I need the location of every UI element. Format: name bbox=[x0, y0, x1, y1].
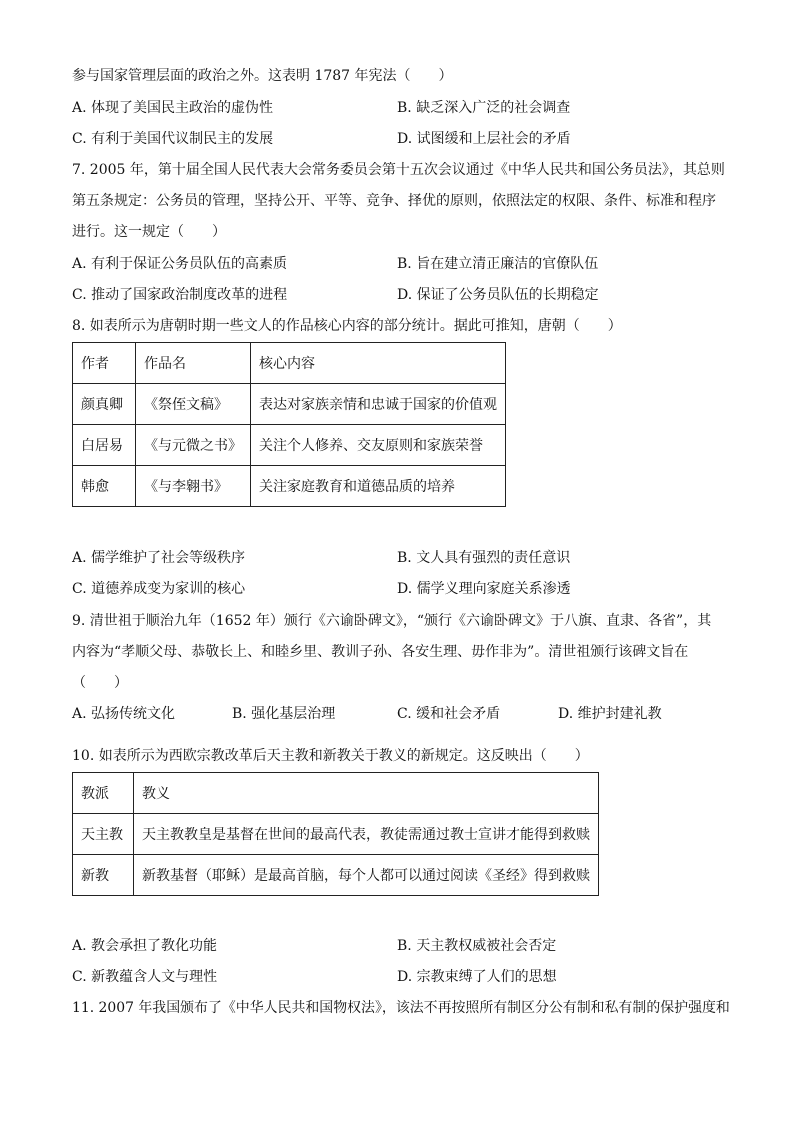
table-cell: 《祭侄文稿》 bbox=[136, 384, 251, 425]
table-row bbox=[73, 384, 506, 425]
table-cell: 《与李翱书》 bbox=[136, 466, 251, 507]
q9-option-c: C. 缓和社会矛盾 bbox=[397, 706, 501, 722]
q6-option-c: C. 有利于美国代议制民主的发展 bbox=[72, 131, 274, 147]
q9-option-b: B. 强化基层治理 bbox=[232, 706, 336, 722]
q11-stem-line-1: 11. 2007 年我国颁布了《中华人民共和国物权法》，该法不再按照所有制区分公有制和私有制的保护强度和 bbox=[72, 1000, 730, 1016]
q7-option-c: C. 推动了国家政治制度改革的进程 bbox=[72, 287, 288, 303]
table-header-row bbox=[73, 343, 506, 384]
table-cell: 关注个人修养、交友原则和家族荣誉 bbox=[251, 425, 506, 466]
q8-option-c: C. 道德养成变为家训的核心 bbox=[72, 581, 246, 597]
table-cell: 《与元微之书》 bbox=[136, 425, 251, 466]
q10-stem: 10. 如表所示为西欧宗教改革后天主教和新教关于教义的新规定。这反映出（ ） bbox=[72, 748, 589, 764]
table-cell: 新教 bbox=[73, 855, 134, 896]
question-6-stem-end: 参与国家管理层面的政治之外。这表明 1787 年宪法（ ） bbox=[72, 68, 453, 84]
q8-option-a: A. 儒学维护了社会等级秩序 bbox=[72, 550, 246, 566]
q8-option-b: B. 文人具有强烈的责任意识 bbox=[397, 550, 571, 566]
table-cell: 韩愈 bbox=[73, 466, 136, 507]
table-cell: 颜真卿 bbox=[73, 384, 136, 425]
q6-option-a: A. 体现了美国民主政治的虚伪性 bbox=[72, 100, 274, 116]
q8-table bbox=[72, 342, 506, 507]
q9-option-a: A. 弘扬传统文化 bbox=[72, 706, 176, 722]
q10-option-a: A. 教会承担了教化功能 bbox=[72, 938, 218, 954]
table-header-cell: 教义 bbox=[134, 773, 599, 814]
table-header-cell: 作者 bbox=[73, 343, 136, 384]
q7-stem-line-2: 第五条规定：公务员的管理，坚持公开、平等、竞争、择优的原则，依照法定的权限、条件、标准和程序 bbox=[72, 193, 716, 209]
q10-table bbox=[72, 772, 599, 896]
table-cell: 天主教教皇是基督在世间的最高代表，教徒需通过教士宣讲才能得到救赎 bbox=[134, 814, 599, 855]
table-cell: 关注家庭教育和道德品质的培养 bbox=[251, 466, 506, 507]
table-header-row bbox=[73, 773, 599, 814]
q8-option-d: D. 儒学义理向家庭关系渗透 bbox=[397, 581, 571, 597]
q9-stem-line-2: 内容为“孝顺父母、恭敬长上、和睦乡里、教训子孙、各安生理、毋作非为”。清世祖颁行该碑文旨在 bbox=[72, 644, 689, 660]
q10-option-d: D. 宗教束缚了人们的思想 bbox=[397, 969, 557, 985]
q7-option-a: A. 有利于保证公务员队伍的高素质 bbox=[72, 256, 288, 272]
table-row bbox=[73, 855, 599, 896]
q7-option-d: D. 保证了公务员队伍的长期稳定 bbox=[397, 287, 599, 303]
q9-stem-line-3: （ ） bbox=[72, 675, 128, 691]
q7-stem-line-3: 进行。这一规定（ ） bbox=[72, 224, 226, 240]
q6-option-b: B. 缺乏深入广泛的社会调查 bbox=[397, 100, 571, 116]
table-row bbox=[73, 425, 506, 466]
table-header-cell: 核心内容 bbox=[251, 343, 506, 384]
table-header-cell: 作品名 bbox=[136, 343, 251, 384]
q8-stem: 8. 如表所示为唐朝时期一些文人的作品核心内容的部分统计。据此可推知，唐朝（ ） bbox=[72, 318, 622, 334]
q10-option-b: B. 天主教权威被社会否定 bbox=[397, 938, 557, 954]
q9-stem-line-1: 9. 清世祖于顺治九年（1652 年）颁行《六谕卧碑文》，“颁行《六谕卧碑文》于八旗、直隶、各省”，其 bbox=[72, 613, 712, 629]
table-cell: 表达对家族亲情和忠诚于国家的价值观 bbox=[251, 384, 506, 425]
table-cell: 新教基督（耶稣）是最高首脑，每个人都可以通过阅读《圣经》得到救赎 bbox=[134, 855, 599, 896]
q10-option-c: C. 新教蕴含人文与理性 bbox=[72, 969, 218, 985]
table-cell: 天主教 bbox=[73, 814, 134, 855]
q6-option-d: D. 试图缓和上层社会的矛盾 bbox=[397, 131, 571, 147]
q7-option-b: B. 旨在建立清正廉洁的官僚队伍 bbox=[397, 256, 599, 272]
table-header-cell: 教派 bbox=[73, 773, 134, 814]
table-row bbox=[73, 814, 599, 855]
q9-option-d: D. 维护封建礼教 bbox=[558, 706, 662, 722]
table-row bbox=[73, 466, 506, 507]
q7-stem-line-1: 7. 2005 年，第十届全国人民代表大会常务委员会第十五次会议通过《中华人民共和国公务员法》，其总则 bbox=[72, 162, 725, 178]
table-cell: 白居易 bbox=[73, 425, 136, 466]
